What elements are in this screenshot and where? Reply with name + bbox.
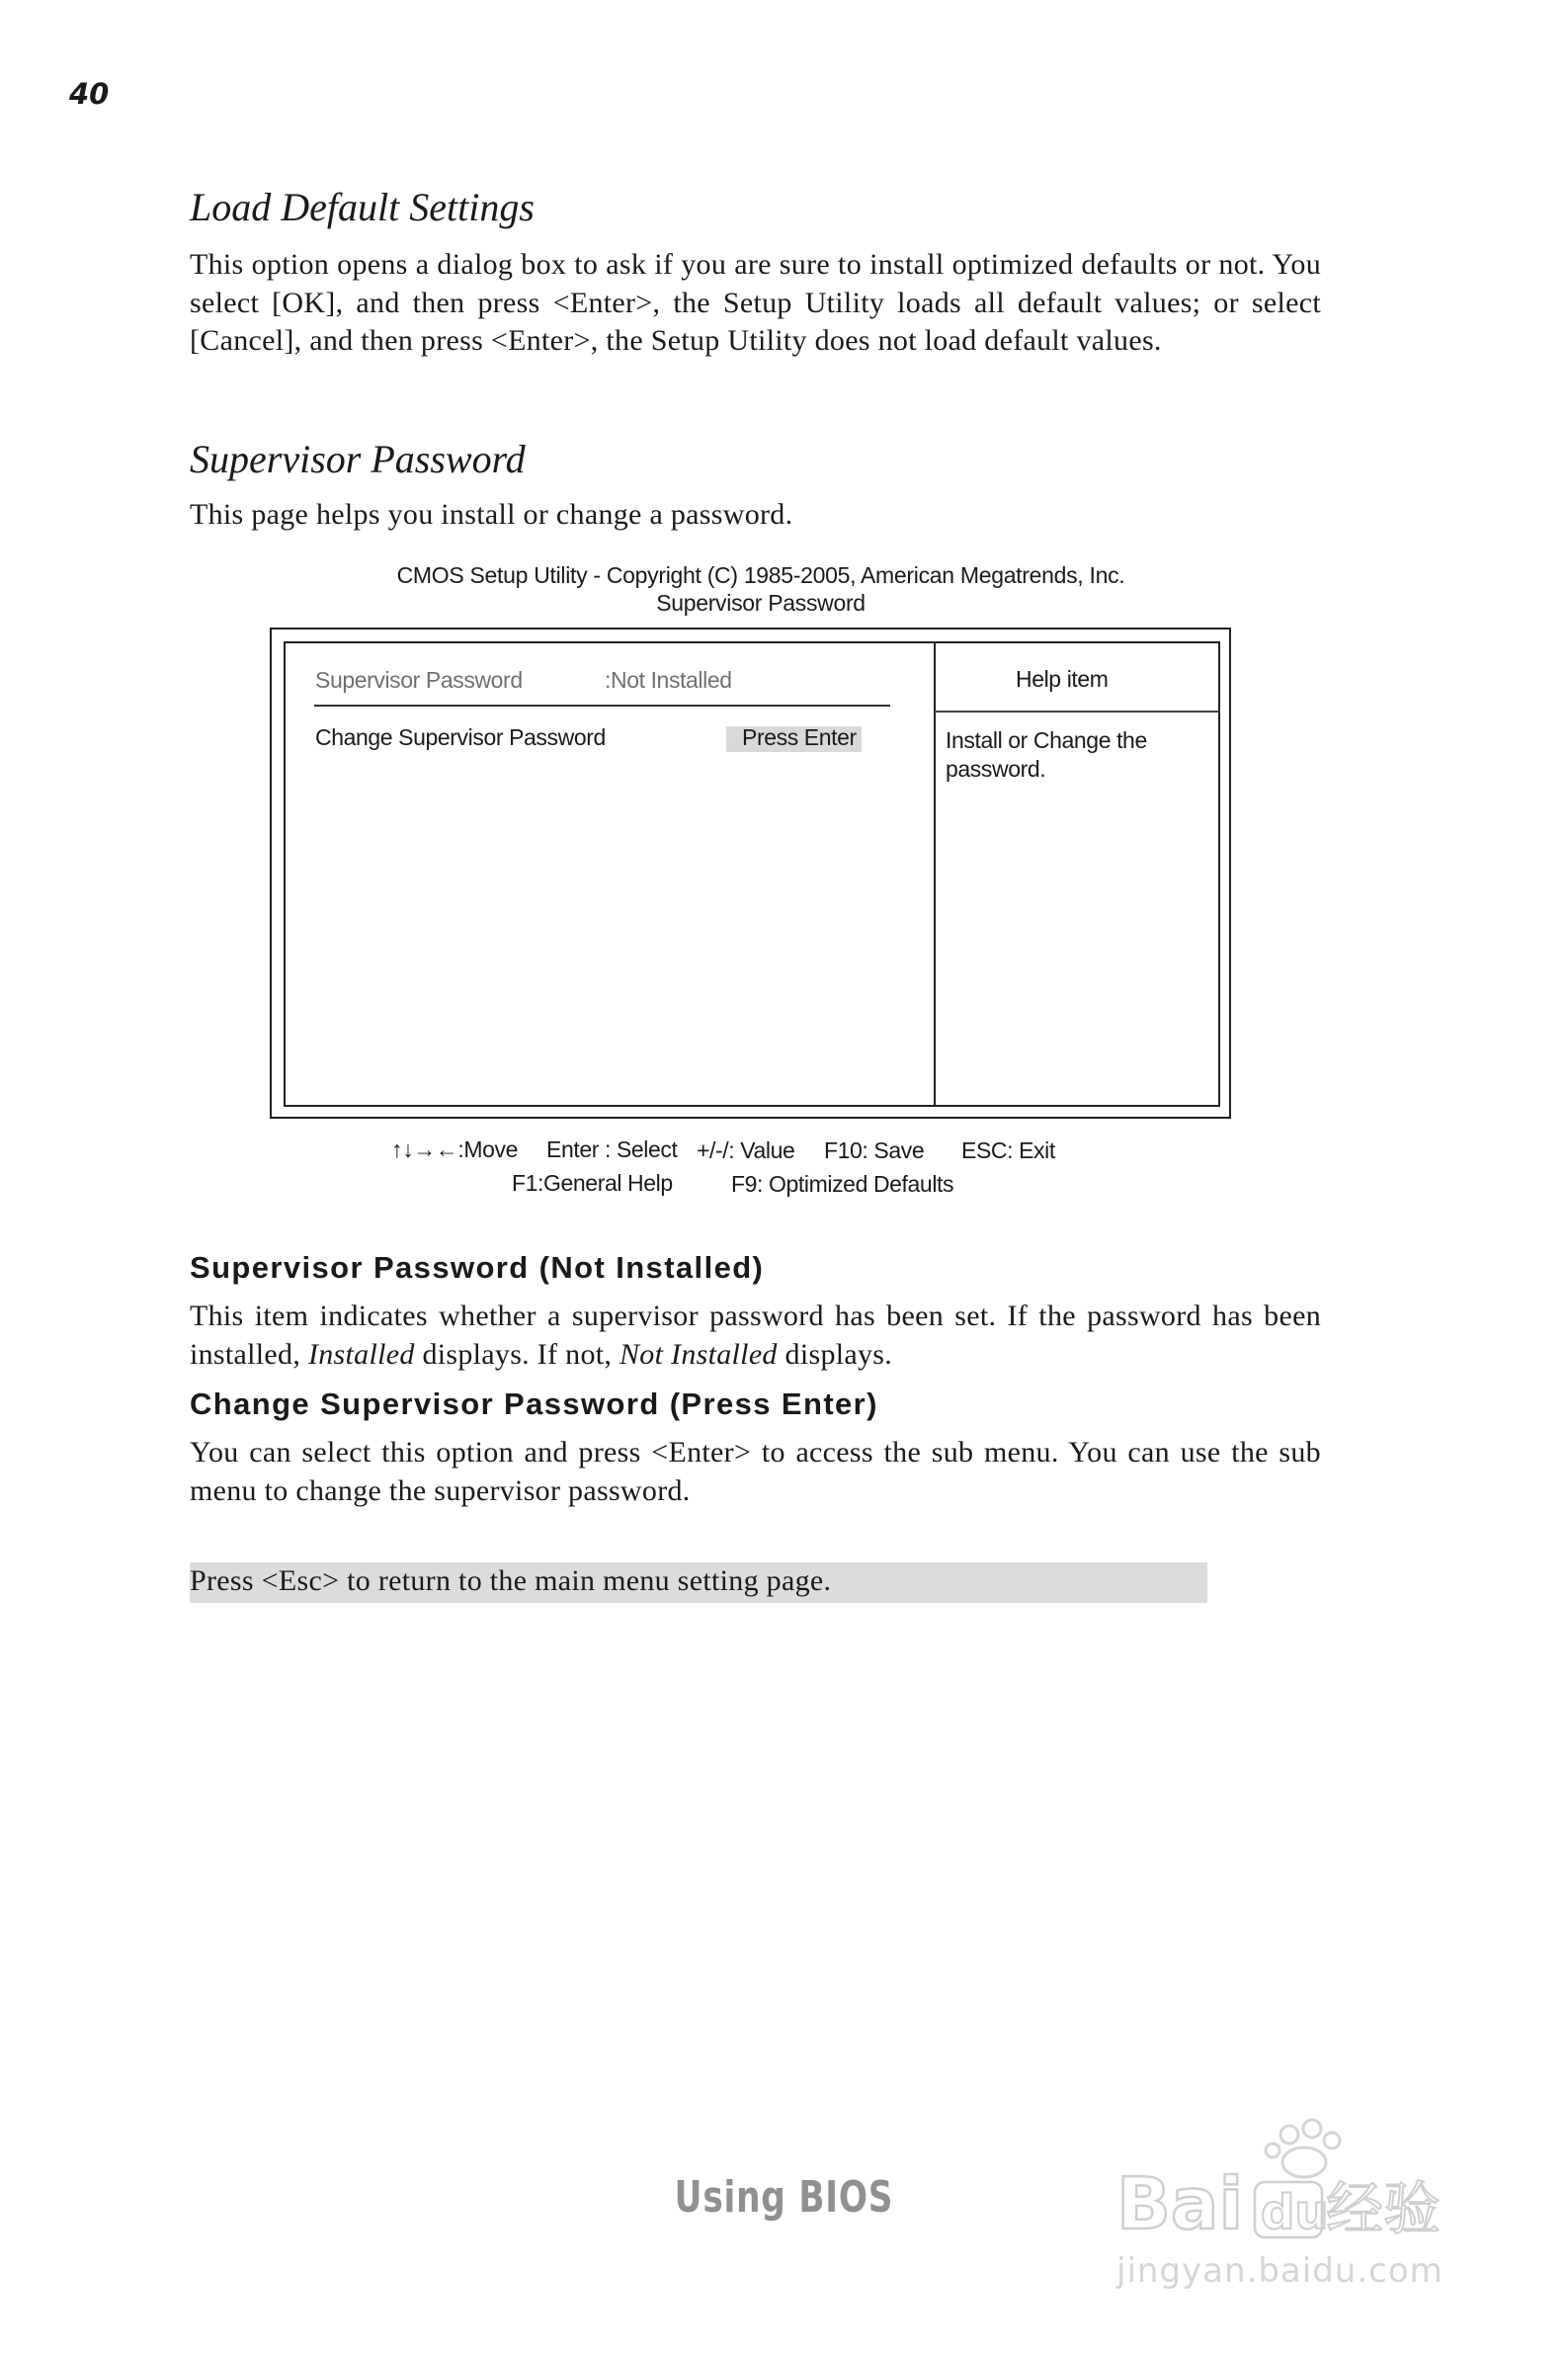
page-number: 40 bbox=[69, 77, 110, 111]
body-text: displays. If not, bbox=[414, 1337, 619, 1371]
bios-status-rule bbox=[314, 705, 890, 707]
bios-status-label: Supervisor Password bbox=[315, 667, 523, 693]
bios-key-exit: ESC: Exit bbox=[961, 1137, 1055, 1163]
item-change-body: You can select this option and press <Enter> to access the sub menu. You can use the sub menu to change the supervisor password. bbox=[190, 1436, 1321, 1507]
item-change-heading: Change Supervisor Password (Press Enter) bbox=[190, 1387, 878, 1421]
not-installed-term: Not Installed bbox=[619, 1337, 778, 1371]
esc-note: Press <Esc> to return to the main menu setting page. bbox=[190, 1564, 832, 1597]
bios-title: CMOS Setup Utility - Copyright (C) 1985-2005, American Megatrends, Inc. bbox=[396, 562, 1125, 588]
load-default-heading: Load Default Settings bbox=[190, 185, 535, 229]
bios-help-line-1: Install or Change the bbox=[946, 727, 1147, 753]
svg-text:经验: 经验 bbox=[1326, 2175, 1442, 2242]
supervisor-body: This page helps you install or change a password. bbox=[190, 498, 793, 531]
item-not-installed-body bbox=[190, 1298, 1321, 1374]
load-default-body: This option opens a dialog box to ask if you are sure to install optimized defaults or not. You select [OK], and then press <Enter>, the Setup Utility loads all default values; or select [Cancel], and then press <Enter>, the Setup Utility does not load default values. bbox=[190, 248, 1321, 357]
bios-subtitle: Supervisor Password bbox=[656, 590, 866, 616]
svg-text:Bai: Bai bbox=[1116, 2162, 1244, 2245]
supervisor-heading: Supervisor Password bbox=[190, 437, 526, 481]
bios-key-save: F10: Save bbox=[824, 1137, 925, 1163]
footer-title: Using BIOS bbox=[674, 2172, 894, 2223]
body-text: This item indicates whether a supervisor password has been set. If the password has been installed, bbox=[190, 1300, 1321, 1371]
bios-change-password-item[interactable]: Change Supervisor Password bbox=[315, 724, 606, 750]
bios-help-rule bbox=[935, 711, 1219, 713]
bios-key-help: F1:General Help bbox=[512, 1170, 673, 1196]
bios-help-line-2: password. bbox=[946, 756, 1046, 782]
bios-help-heading: Help item bbox=[1016, 666, 1109, 692]
baidu-watermark-logo bbox=[1107, 2115, 1502, 2293]
installed-term: Installed bbox=[307, 1337, 415, 1371]
item-not-installed-heading: Supervisor Password (Not Installed) bbox=[190, 1250, 765, 1285]
svg-text:du: du bbox=[1261, 2185, 1329, 2240]
bios-key-defaults: F9: Optimized Defaults bbox=[731, 1171, 954, 1197]
bios-press-enter-value[interactable]: Press Enter bbox=[742, 724, 857, 750]
bios-key-move: ↑↓→←:Move bbox=[391, 1136, 519, 1162]
body-text: displays. bbox=[777, 1337, 893, 1371]
bios-key-select: Enter : Select bbox=[546, 1136, 678, 1162]
bios-status-value: :Not Installed bbox=[605, 667, 732, 693]
watermark-url: jingyan.baidu.com bbox=[1116, 2251, 1444, 2291]
bios-key-value: +/-/: Value bbox=[697, 1137, 795, 1163]
